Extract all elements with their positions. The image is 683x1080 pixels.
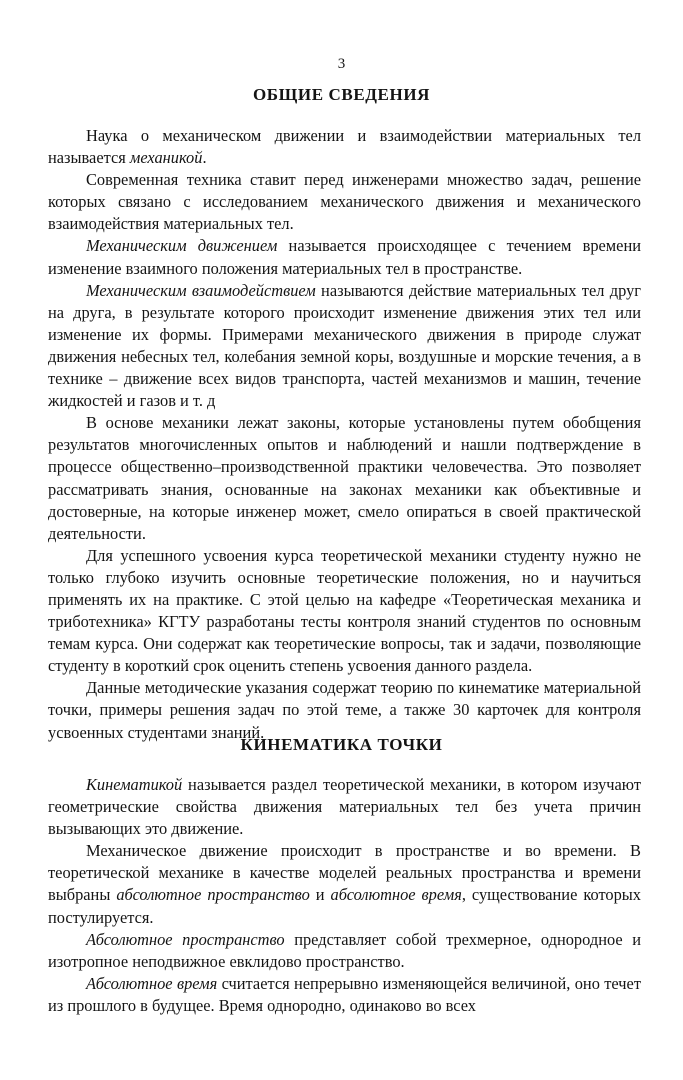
section-title-general-info: ОБЩИЕ СВЕДЕНИЯ xyxy=(252,85,431,104)
paragraph: Механическим взаимодействием называются действие материальных тел друг на друга, в результате которого происходит изменение движения этих тел или изменение их формы. Примерами механического движения в природе служат движения небесных тел, колебания земной коры, воздушные и морские течения, а в технике – движение всех видов транспорта, частей механизмов и машин, течение жидкостей и газов и т. д xyxy=(48,280,641,411)
term: Абсолютное пространство xyxy=(86,929,285,949)
section-point-kinematics xyxy=(48,774,641,1017)
paragraph: Данные методические указания содержат теорию по кинематике материальной точки, примеры решения задач по этой теме, а также 30 карточек для контроля усвоенных студентами знаний. xyxy=(48,678,641,742)
term: Кинематикой xyxy=(86,775,183,794)
paragraph: В основе механики лежат законы, которые установлены путем обобщения результатов многочисленных опытов и наблюдений и нашли подтверждение в процессе общественно–производственной практики человечества. Это позволяет рассматривать знания, основанные на законах механики как объективные и достоверные, на которые инженер может, смело опираться в своей практической деятельности. xyxy=(48,413,641,543)
paragraph: Механическое движение происходит в пространстве и во времени. В теоретической механике в качестве моделей реальных пространства и времени выбраны абсолютное пространство и абсолютное время, существование которых постулируется. xyxy=(48,841,642,927)
paragraph: Абсолютное пространство представляет собой трехмерное, однородное и изотропное неподвижное евклидово пространство. xyxy=(48,929,641,971)
paragraph: Абсолютное время считается непрерывно изменяющейся величиной, оно течет из прошлого в будущее. Время однородно, одинаково во всех xyxy=(48,973,641,1015)
paragraph: Для успешного усвоения курса теоретической механики студенту нужно не только глубоко изучить основные теоретические положения, но и научиться применять их на практике. С этой целью на кафедре «Теоретическая механика и триботехника» КГТУ разработаны тесты контроля знаний студентов по основным темам курса. Они содержат как теоретические вопросы, так и задачи, позволяющие студенту в короткий срок оценить степень усвоения данного раздела. xyxy=(48,545,641,676)
term: Механическим взаимодействием xyxy=(86,280,316,300)
term: абсолютное время xyxy=(330,885,462,905)
paragraph: Кинематикой называется раздел теоретической механики, в котором изучают геометрические свойства движения материальных тел без учета причин вызывающих это движение. xyxy=(48,775,641,839)
term: Механическим движением xyxy=(86,236,278,256)
page-number: 3 xyxy=(337,56,346,72)
term: механикой xyxy=(129,148,203,168)
section-general-info xyxy=(48,125,641,744)
term: абсолютное пространство xyxy=(116,885,310,905)
term: Абсолютное время xyxy=(86,973,218,993)
paragraph: Современная техника ставит перед инженерами множество задач, решение которых связано с исследованием механического движения и механического взаимодействия материальных тел. xyxy=(48,170,641,234)
paragraph: Наука о механическом движении и взаимодействии материальных тел называется механикой. xyxy=(48,126,641,168)
paragraph: Механическим движением называется происходящее с течением времени изменение взаимного положения материальных тел в пространстве. xyxy=(48,236,641,278)
section-title-point-kinematics: КИНЕМАТИКА ТОЧКИ xyxy=(240,735,443,754)
